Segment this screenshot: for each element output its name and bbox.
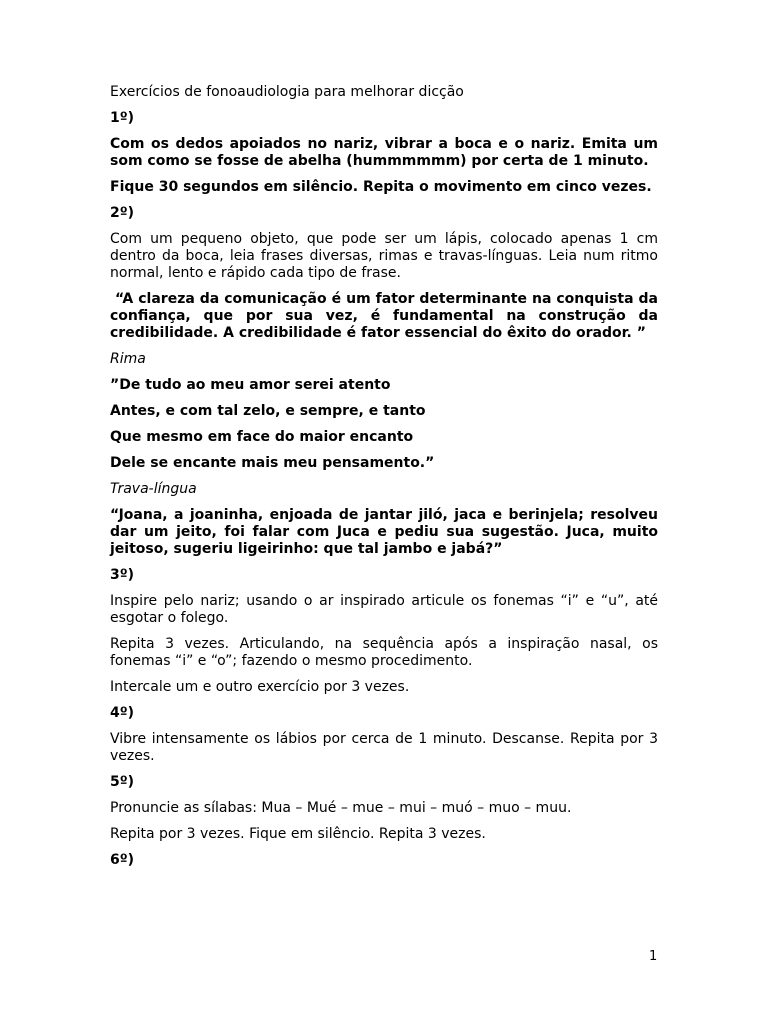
section-5-paragraph-1: Pronuncie as sílabas: Mua – Mué – mue – mui – muó – muo – muu.: [110, 800, 572, 816]
page-number: 1: [649, 949, 658, 964]
section-6-heading: 6º): [110, 852, 135, 868]
section-2-paragraph-1: Com um pequeno objeto, que pode ser um lápis, colocado apenas 1 cm dentro da boca, leia frases diversas, rimas e travas-línguas. Leia num ritmo normal, lento e rápido cada tipo de frase.: [110, 231, 658, 281]
section-5-heading: 5º): [110, 774, 135, 790]
section-3-paragraph-1: Inspire pelo nariz; usando o ar inspirado articule os fonemas “i” e “u”, até esgotar o folego.: [110, 593, 658, 626]
document-title: Exercícios de fonoaudiologia para melhorar dicção: [110, 84, 464, 100]
rima-line-4: Dele se encante mais meu pensamento.”: [110, 455, 435, 471]
rima-label: Rima: [110, 351, 146, 367]
section-3-paragraph-3: Intercale um e outro exercício por 3 vezes.: [110, 679, 410, 695]
section-4-paragraph-1: Vibre intensamente os lábios por cerca de 1 minuto. Descanse. Repita por 3 vezes.: [110, 731, 658, 764]
rima-line-2: Antes, e com tal zelo, e sempre, e tanto: [110, 403, 426, 419]
trava-lingua-label: Trava-língua: [110, 481, 197, 497]
section-1-paragraph-2: Fique 30 segundos em silêncio. Repita o movimento em cinco vezes.: [110, 179, 652, 195]
section-5-paragraph-2: Repita por 3 vezes. Fique em silêncio. Repita 3 vezes.: [110, 826, 486, 842]
document-body: [110, 84, 663, 878]
rima-line-3: Que mesmo em face do maior encanto: [110, 429, 414, 445]
section-1-heading: 1º): [110, 110, 135, 126]
section-2-quote: “A clareza da comunicação é um fator determinante na conquista da confiança, que por sua vez, é fundamental na construção da credibilidade. A credibilidade é fator essencial do êxito do orador. ”: [110, 291, 663, 341]
trava-lingua-text: “Joana, a joaninha, enjoada de jantar jiló, jaca e berinjela; resolveu dar um jeito, foi falar com Juca e pediu sua sugestão. Juca, muito jeitoso, sugeriu ligeirinho: que tal jambo e jabá?”: [110, 507, 658, 557]
section-1-paragraph-1: Com os dedos apoiados no nariz, vibrar a boca e o nariz. Emita um som como se fosse de abelha (hummmmmm) por certa de 1 minuto.: [110, 136, 658, 169]
rima-line-1: ”De tudo ao meu amor serei atento: [110, 377, 391, 393]
section-4-heading: 4º): [110, 705, 135, 721]
section-3-paragraph-2: Repita 3 vezes. Articulando, na sequência após a inspiração nasal, os fonemas “i” e “o”; fazendo o mesmo procedimento.: [110, 636, 658, 669]
section-2-heading: 2º): [110, 205, 135, 221]
section-3-heading: 3º): [110, 567, 135, 583]
